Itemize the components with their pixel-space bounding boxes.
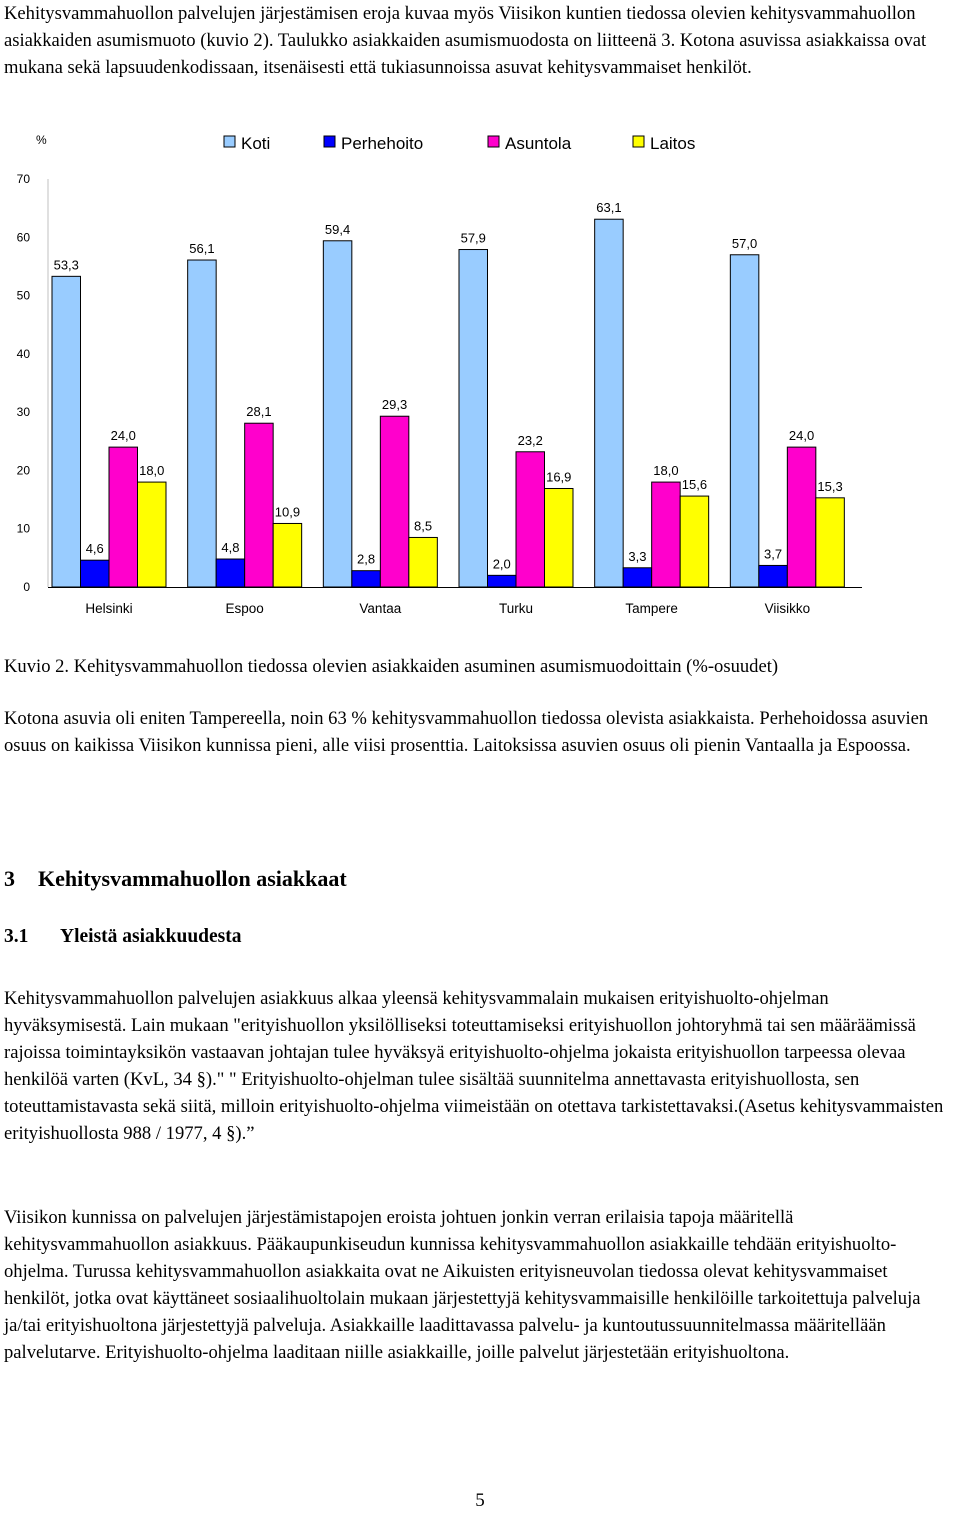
data-label: 3,3 [628,548,647,564]
data-label: 56,1 [189,241,215,257]
bar-koti-helsinki [52,276,81,587]
data-label: 57,9 [460,230,486,246]
subsection-title: Yleistä asiakkuudesta [60,926,242,947]
bar-perhehoito-espoo [216,559,245,587]
chart-legend [224,134,695,153]
legend-swatch [633,136,644,147]
bar-laitos-turku [545,488,574,587]
bar-koti-viisikko [730,255,759,587]
body-paragraph-1: Kotona asuvia oli eniten Tampereella, noin 63 % kehitysvammahuollon tiedossa olevista asiakkaista. Perhehoidossa asuvien osuus on kaikissa Viisikon kunnissa pieni, alle viisi prosenttia. Laitoksissa asuvien osuus oli pienin Vantaalla ja Espoossa. [4,708,929,756]
y-tick-label: 50 [16,288,30,303]
data-label: 28,1 [246,404,272,420]
bar-koti-tampere [595,219,624,587]
category-label: Viisikko [764,601,811,616]
bar-asuntola-helsinki [109,447,138,587]
section-heading [4,866,347,892]
bar-perhehoito-turku [488,575,517,587]
data-label: 59,4 [324,221,351,237]
chart-categories [85,601,810,616]
legend-label: Perhehoito [341,134,424,153]
data-label: 8,5 [414,518,433,534]
y-tick-label: 70 [16,172,30,186]
chart-data-labels [54,200,843,571]
data-label: 53,3 [53,257,79,273]
bar-asuntola-viisikko [787,447,816,587]
data-label: 57,0 [731,235,758,251]
y-tick-label: 40 [16,346,30,361]
body-paragraph-2: Kehitysvammahuollon palvelujen asiakkuus alkaa yleensä kehitysvammalain mukaisen erityishuolto-ohjelman hyväksymisestä. Lain mukaan "erityishuollon yksilölliseksi toteuttamiseksi erityishuollon johtoryhmä tai sen määräämissä rajoissa toimintayksikön vastaavan johtajan tulee hyväksyä erityishuolto-ohjelma jokaista erityishuollon tarpeessa olevaa henkilöä varten (KvL, 34 §)." " Erityishuolto-ohjelman tulee sisältää suunnitelma annettavasta erityishuollosta, sen toteuttamistavasta sekä siitä, milloin erityishuolto-ohjelma viimeistään on otettava tarkistettavaksi.(Asetus kehitysvammaisten erityishuollosta 988 / 1977, 4 §).” [4,988,944,1144]
bar-perhehoito-viisikko [759,565,788,587]
category-label: Turku [498,601,534,616]
data-label: 2,8 [357,551,376,567]
category-label: Helsinki [85,601,133,616]
bar-asuntola-vantaa [380,416,409,587]
data-label: 15,3 [817,478,843,494]
bar-koti-vantaa [323,241,352,587]
data-label: 4,8 [221,540,240,556]
figure-caption: Kuvio 2. Kehitysvammahuollon tiedossa olevien asiakkaiden asuminen asumismuodoittain (%-osuudet) [4,656,779,677]
bar-asuntola-espoo [245,423,274,587]
data-label: 10,9 [274,504,301,520]
legend-swatch [324,136,335,147]
section-title: Kehitysvammahuollon asiakkaat [38,866,347,891]
bar-laitos-espoo [273,523,302,587]
data-label: 18,0 [653,463,679,479]
bar-asuntola-turku [516,452,545,587]
y-tick-label: 10 [16,521,30,536]
subsection-heading [4,926,242,948]
y-axis-label: % [36,133,47,147]
data-label: 16,9 [546,469,572,485]
y-tick-label: 30 [16,405,30,420]
bar-laitos-helsinki [138,482,167,587]
data-label: 15,6 [681,477,708,493]
category-label: Tampere [625,601,678,616]
housing-bar-chart [0,122,960,627]
legend-label: Laitos [650,134,696,153]
subsection-number: 3.1 [4,926,29,947]
bar-koti-espoo [188,260,217,587]
data-label: 3,7 [764,546,783,562]
bar-laitos-tampere [680,496,709,587]
legend-swatch [488,136,499,147]
legend-label: Koti [241,134,271,153]
bar-perhehoito-helsinki [81,560,110,587]
y-tick-label: 20 [16,463,30,478]
data-label: 63,1 [596,200,622,216]
bar-asuntola-tampere [652,482,681,587]
data-label: 4,6 [85,541,104,557]
legend-swatch [224,136,235,147]
page-number: 5 [475,1490,485,1511]
body-paragraph-3: Viisikon kunnissa on palvelujen järjestämistapojen eroista johtuen jonkin verran erilaisia tapoja määritellä kehitysvammahuollon asiakkuus. Pääkaupunkiseudun kunnissa kehitysvammahuollon asiakkaille tehdään erityishuolto-ohjelma. Turussa kehitysvammahuollon asiakkaita ovat ne Aikuisten erityisneuvolan tiedossa olevat kehitysvammaiset henkilöt, jotka ovat käyttäneet sosiaalihuoltolain mukaan järjestettyjä kehitysvammaisille henkilöille tarkoitettuja palveluja ja/tai erityishuoltona järjestettyjä palveluja. Asiakkaille laadittavassa palvelu- ja kuntoutussuunnitelmassa määritellään palvelutarve. Erityishuolto-ohjelma laaditaan niille asiakkaille, joille palvelut järjestetään erityishuoltona. [4,1207,921,1363]
chart-svg [0,122,960,627]
data-label: 2,0 [492,556,511,572]
data-label: 24,0 [110,428,136,444]
bar-laitos-vantaa [409,537,438,587]
data-label: 24,0 [788,428,815,444]
category-label: Espoo [225,601,264,616]
data-label: 18,0 [139,463,165,479]
intro-paragraph: Kehitysvammahuollon palvelujen järjestämisen eroja kuvaa myös Viisikon kuntien tiedossa olevien kehitysvammahuollon asiakkaiden asumismuoto (kuvio 2). Taulukko asiakkaiden asumismuodosta on liitteenä 3. Kotona asuvissa asiakkaissa ovat mukana sekä lapsuudenkodissaan, itsenäisesti että tukiasunnoissa asuvat kehitysvammaiset henkilöt. [4,3,927,78]
bar-laitos-viisikko [816,498,845,587]
bar-perhehoito-vantaa [352,571,381,587]
bar-perhehoito-tampere [623,568,652,587]
legend-label: Asuntola [505,134,572,153]
chart-bars [52,219,844,587]
section-number: 3 [4,866,15,891]
bar-koti-turku [459,250,488,587]
category-label: Vantaa [359,601,402,616]
data-label: 23,2 [517,432,543,448]
y-tick-label: 60 [16,230,30,245]
y-tick-label: 0 [23,580,30,594]
data-label: 29,3 [381,397,408,413]
